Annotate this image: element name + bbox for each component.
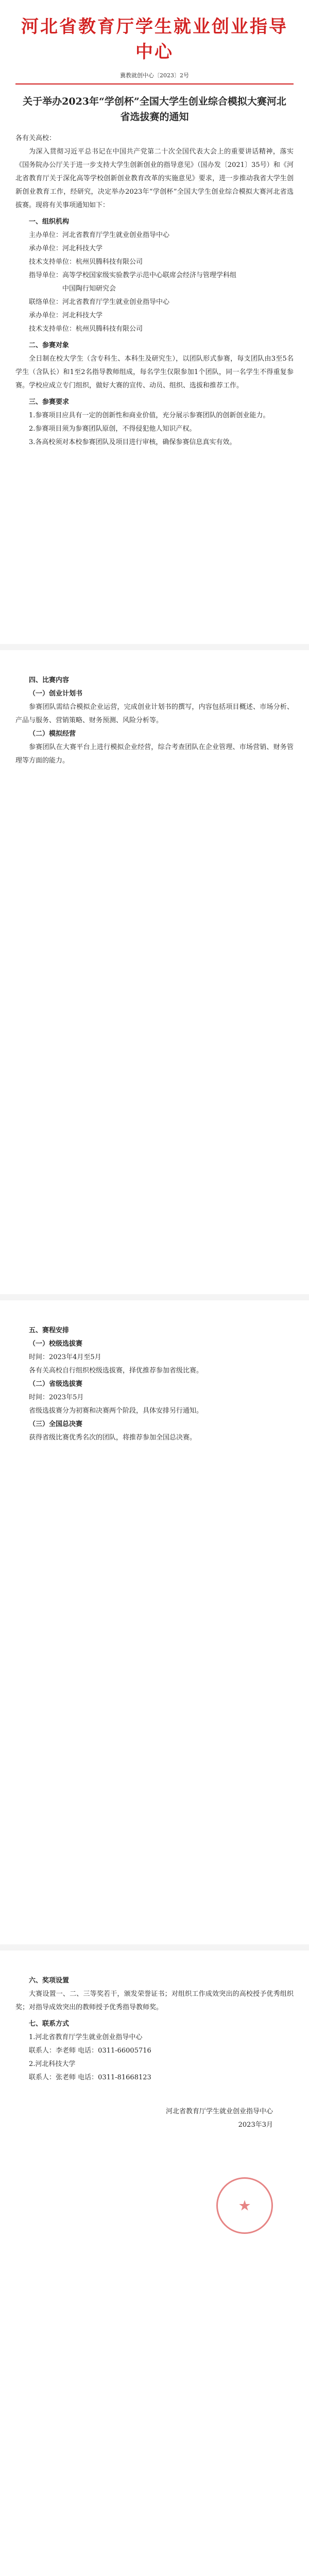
section-2-title: 二、参赛对象 <box>29 342 70 349</box>
section-4-title: 四、比赛内容 <box>29 676 70 684</box>
requirement-2: 2.参赛项目须为参赛团队原创，不得侵犯他人知识产权。 <box>29 425 196 433</box>
salutation: 各有关高校： <box>15 134 56 142</box>
section-2-text: 全日制在校大学生（含专科生、本科生及研究生），以团队形式参赛，每支团队由3至5名学生（含队长）和1至2名指导教师组成，每名学生仅限参加1个团队，同一名学生不得重复参赛。学校应成立专门组织，做好大赛的宣传、动员、组织、选拔和推荐工作。 <box>15 355 294 389</box>
stage-3-text: 获得省级比赛优秀名次的团队，将推荐参加全国总决赛。 <box>29 1434 197 1442</box>
contact-2: 2.河北科技大学 <box>29 2060 76 2068</box>
stage-2-heading: （二）省级选拔赛 <box>29 1380 83 1388</box>
signature-org: 河北省教育厅学生就业创业指导中心 <box>165 2108 273 2115</box>
stage-3-heading: （三）全国总决赛 <box>29 1420 83 1428</box>
content-2-text: 参赛团队在大赛平台上进行模拟企业经营，综合考查团队在企业管理、市场营销、财务管理等方面的能力。 <box>15 743 294 765</box>
content-1-heading: （一）创业计划书 <box>29 690 83 698</box>
page-4 <box>0 1951 309 2576</box>
section-6-title: 六、奖项设置 <box>29 1977 70 1985</box>
host-line-2: 承办单位：河北科技大学 <box>29 312 103 319</box>
section-5-title: 五、赛程安排 <box>29 1327 70 1334</box>
official-seal <box>216 2177 273 2234</box>
stage-1-text: 各有关高校自行组织校级选拔赛，择优推荐参加省级比赛。 <box>29 1367 203 1375</box>
liaison-line: 联络单位：河北省教育厅学生就业创业指导中心 <box>29 298 170 306</box>
requirement-3: 3.各高校须对本校参赛团队及项目进行审核，确保参赛信息真实有效。 <box>29 438 236 446</box>
awards-text: 大赛设置一、二、三等奖若干，颁发荣誉证书；对组织工作成效突出的高校授予优秀组织奖；对指导成效突出的教师授予优秀指导教师奖。 <box>15 1990 294 2011</box>
contact-1: 1.河北省教育厅学生就业创业指导中心 <box>29 2033 143 2041</box>
contact-2-detail: 联系人：张老师 电话：0311-81668123 <box>29 2074 151 2081</box>
organizer-line: 主办单位：河北省教育厅学生就业创业指导中心 <box>29 231 170 239</box>
document-number: 冀教就创中心〔2023〕2号 <box>120 72 189 79</box>
stage-2-time: 时间：2023年5月 <box>29 1394 84 1401</box>
host-line: 承办单位：河北科技大学 <box>29 245 103 252</box>
stage-2-text: 省级选拔赛分为初赛和决赛两个阶段，具体安排另行通知。 <box>29 1407 203 1415</box>
guide-line: 指导单位：高等学校国家级实验教学示范中心联席会经济与管理学科组 <box>29 272 237 279</box>
contact-1-detail: 联系人：李老师 电话：0311-66005716 <box>29 2047 151 2055</box>
section-3-title: 三、参赛要求 <box>29 398 70 406</box>
red-divider <box>15 83 294 84</box>
requirement-1: 1.参赛项目应具有一定的创新性和商业价值，充分展示参赛团队的创新创业能力。 <box>29 412 270 419</box>
page-2 <box>0 650 309 1294</box>
stage-1-time: 时间：2023年4月至5月 <box>29 1353 101 1361</box>
intro-paragraph: 为深入贯彻习近平总书记在中国共产党第二十次全国代表大会上的重要讲话精神，落实《国务院办公厅关于进一步支持大学生创新创业的指导意见》（国办发〔2021〕35号）和《河北省教育厅关于深化高等学校创新创业教育改革的实施意见》要求，进一步推动我省大学生创新创业教育工作，经研究，决定举办2023年“学创杯”全国大学生创业综合模拟大赛河北省选拔赛。现将有关事项通知如下： <box>15 148 294 209</box>
content-2-heading: （二）模拟经营 <box>29 730 76 738</box>
document-title: 关于举办2023年“学创杯”全国大学生创业综合模拟大赛河北省选拔赛的通知 <box>23 96 286 123</box>
tech-support-line: 技术支持单位：杭州贝腾科技有限公司 <box>29 258 143 266</box>
section-7-title: 七、联系方式 <box>29 2020 70 2028</box>
signature-block <box>15 2105 294 2132</box>
tech-line-2: 技术支持单位：杭州贝腾科技有限公司 <box>29 325 143 333</box>
section-1-title: 一、组织机构 <box>29 218 70 226</box>
stage-1-heading: （一）校级选拔赛 <box>29 1340 83 1348</box>
page-1 <box>0 0 309 644</box>
masthead: 河北省教育厅学生就业创业指导中心 <box>21 16 288 62</box>
content-1-text: 参赛团队需结合模拟企业运营，完成创业计划书的撰写，内容包括项目概述、市场分析、产品与服务、营销策略、财务预测、风险分析等。 <box>15 703 294 724</box>
page-3 <box>0 1300 309 1944</box>
signature-date: 2023年3月 <box>238 2121 273 2129</box>
guide-line-2: 中国陶行知研究会 <box>62 285 116 293</box>
